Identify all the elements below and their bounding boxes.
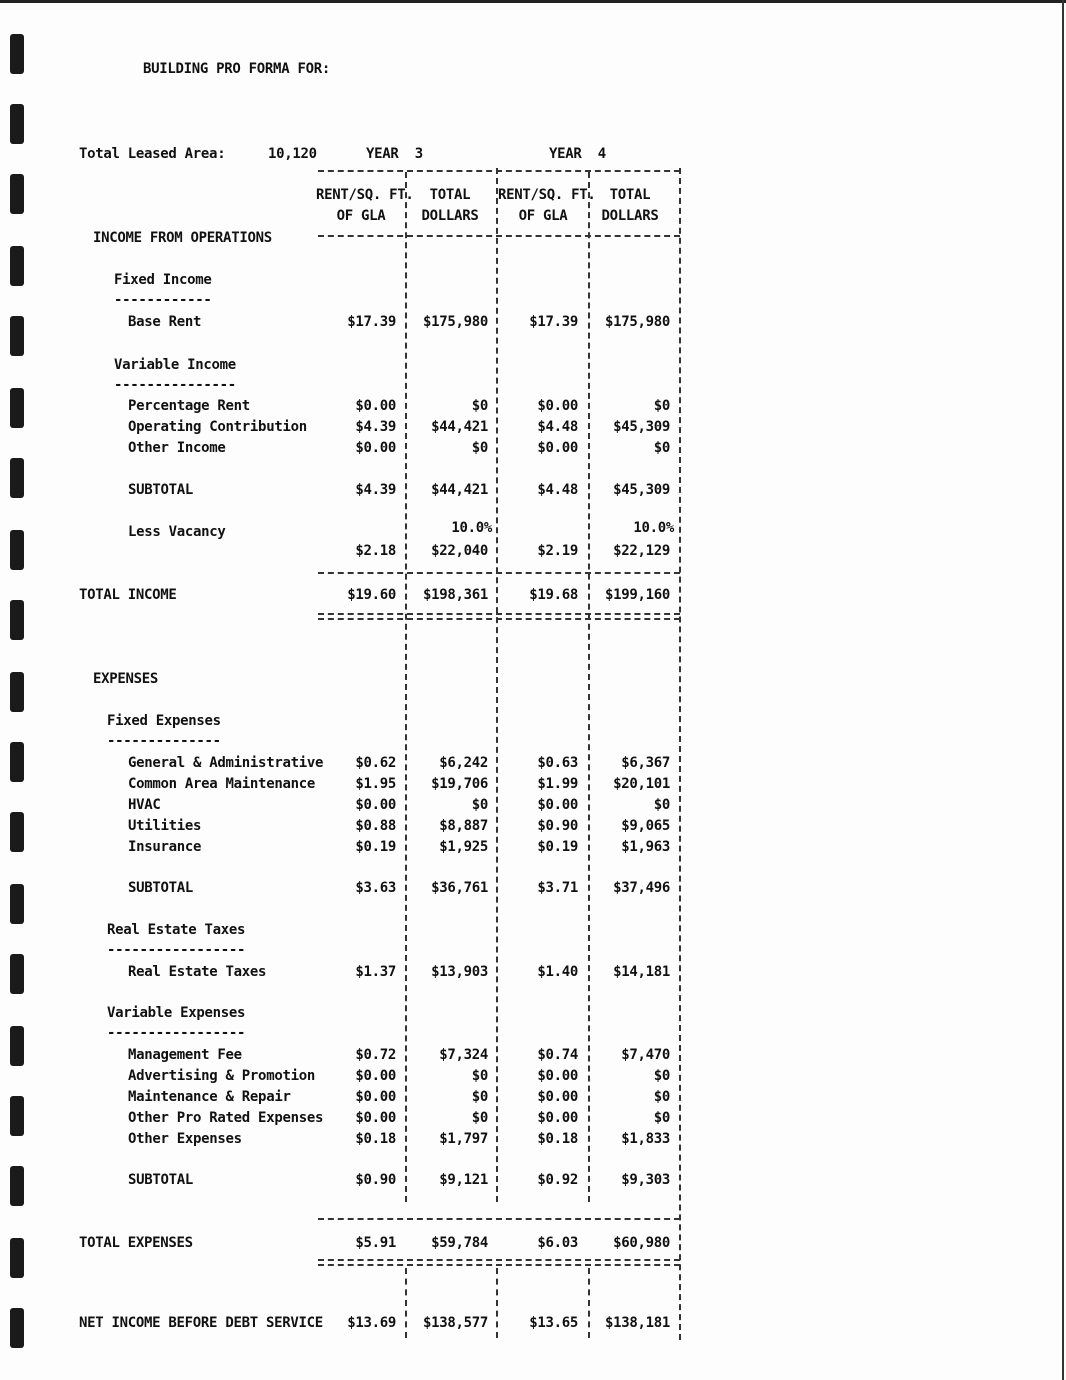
- y3-total-value: $198,361: [422, 587, 488, 603]
- section-underline: ------------: [114, 292, 212, 308]
- section-underline: ---------------: [114, 377, 236, 393]
- y3-total-value: $13,903: [431, 964, 488, 980]
- y4-total-value: $6,367: [621, 755, 670, 771]
- y4-total-value: $0: [653, 440, 670, 456]
- y3-total-value: $9,121: [439, 1172, 488, 1188]
- y3-rent-value: $0.72: [355, 1047, 396, 1063]
- rule-before-total-expenses: [318, 1218, 680, 1220]
- row-label: Less Vacancy: [128, 524, 226, 540]
- y3-rent-value: $0.00: [355, 1068, 396, 1084]
- y4-total-value: $138,181: [604, 1315, 670, 1331]
- leased-area-value: 10,120: [268, 146, 317, 162]
- year-4-heading: YEAR 4: [549, 146, 606, 162]
- y3-total-value: $19,706: [431, 776, 488, 792]
- y4-total-value: $0: [653, 398, 670, 414]
- row-label: Advertising & Promotion: [128, 1068, 315, 1084]
- section-fixed-expenses: Fixed Expenses: [107, 713, 221, 729]
- y3-total-value: $8,887: [439, 818, 488, 834]
- y4-total-value: $37,496: [613, 880, 670, 896]
- y4-total-value: $14,181: [613, 964, 670, 980]
- col-header-total-y3-line2: DOLLARS: [421, 208, 479, 224]
- section-variable-expenses: Variable Expenses: [107, 1005, 246, 1021]
- y3-rent-value: $4.39: [355, 482, 396, 498]
- rule-top: [318, 170, 680, 172]
- col-header-rent-y3-line2: OF GLA: [336, 208, 386, 224]
- y4-rent-value: $0.00: [537, 797, 578, 813]
- y3-total-value: $0: [471, 1089, 488, 1105]
- rule-double-total-income: [318, 613, 680, 620]
- y4-total-value: $22,129: [613, 543, 670, 559]
- y3-total-value: $138,577: [422, 1315, 488, 1331]
- row-label: Other Income: [128, 440, 226, 456]
- y3-rent-value: $0.00: [355, 1089, 396, 1105]
- punch-hole: [10, 954, 24, 994]
- section-variable-income: Variable Income: [114, 357, 236, 373]
- col-header-total-y3: TOTAL: [429, 187, 471, 203]
- y3-rent-value: $0.00: [355, 797, 396, 813]
- row-label: SUBTOTAL: [128, 482, 194, 498]
- y4-total-value: $45,309: [613, 482, 670, 498]
- y3-total-value: $7,324: [439, 1047, 488, 1063]
- y4-total-value: $7,470: [621, 1047, 670, 1063]
- y3-total-value: $44,421: [431, 419, 488, 435]
- y3-total-value: $44,421: [431, 482, 488, 498]
- y4-total-value: $0: [653, 1068, 670, 1084]
- punch-hole: [10, 458, 24, 498]
- row-label: Management Fee: [128, 1047, 242, 1063]
- section-income-from-operations: INCOME FROM OPERATIONS: [93, 230, 272, 246]
- y4-rent-value: $4.48: [537, 482, 578, 498]
- punch-hole: [10, 742, 24, 782]
- y3-total-value: $0: [471, 797, 488, 813]
- row-label: HVAC: [128, 797, 161, 813]
- section-real-estate-taxes: Real Estate Taxes: [107, 922, 246, 938]
- row-label: Utilities: [128, 818, 202, 834]
- y3-rent-value: $0.00: [355, 398, 396, 414]
- y4-rent-value: $0.00: [537, 398, 578, 414]
- y4-rent-value: $0.19: [537, 839, 578, 855]
- page-right-edge: [1062, 0, 1064, 1380]
- y3-rent-value: $13.69: [347, 1315, 396, 1331]
- y4-rent-value: $0.00: [537, 1089, 578, 1105]
- y4-rent-value: $0.18: [537, 1131, 578, 1147]
- punch-hole: [10, 388, 24, 428]
- y3-total-value: $1,925: [439, 839, 488, 855]
- row-label: Common Area Maintenance: [128, 776, 315, 792]
- punch-hole: [10, 672, 24, 712]
- rule-before-total-income: [318, 572, 680, 574]
- row-label: Percentage Rent: [128, 398, 250, 414]
- punch-hole: [10, 600, 24, 640]
- y4-rent-value: $3.71: [537, 880, 578, 896]
- y4-rent-value: $0.00: [537, 1110, 578, 1126]
- y4-total-value: $0: [653, 1110, 670, 1126]
- y4-rent-value: $19.68: [529, 587, 578, 603]
- col-header-rent-y4: RENT/SQ. FT.: [498, 187, 596, 203]
- y4-rent-value: $1.40: [537, 964, 578, 980]
- y4-rent-value: $0.00: [537, 1068, 578, 1084]
- y4-rent-value: $2.19: [537, 543, 578, 559]
- table-right-border: [679, 168, 681, 1340]
- row-label: Insurance: [128, 839, 202, 855]
- punch-hole: [10, 246, 24, 286]
- y4-total-value: $0: [653, 1089, 670, 1105]
- y4-rent-value: $0.63: [537, 755, 578, 771]
- y4-total-value: 10.0%: [633, 520, 674, 536]
- col-header-rent-y4-line2: OF GLA: [518, 208, 568, 224]
- y4-rent-value: $0.90: [537, 818, 578, 834]
- section-fixed-income: Fixed Income: [114, 272, 212, 288]
- y4-total-value: $1,963: [621, 839, 670, 855]
- punch-hole: [10, 812, 24, 852]
- y4-rent-value: $6.03: [537, 1235, 578, 1251]
- y4-total-value: $175,980: [604, 314, 670, 330]
- y4-total-value: $60,980: [613, 1235, 670, 1251]
- row-label: Operating Contribution: [128, 419, 307, 435]
- y4-rent-value: $1.99: [537, 776, 578, 792]
- punch-hole: [10, 1238, 24, 1278]
- y3-total-value: $0: [471, 440, 488, 456]
- row-label: General & Administrative: [128, 755, 324, 771]
- punch-hole: [10, 316, 24, 356]
- leased-area-label: Total Leased Area:: [79, 146, 226, 162]
- y3-rent-value: $19.60: [347, 587, 396, 603]
- punch-hole: [10, 1096, 24, 1136]
- y3-rent-value: $0.62: [355, 755, 396, 771]
- col-header-total-y4-line2: DOLLARS: [601, 208, 659, 224]
- row-label: Other Expenses: [128, 1131, 242, 1147]
- row-label: TOTAL EXPENSES: [79, 1235, 193, 1251]
- page-top-edge: [0, 0, 1066, 3]
- y4-rent-value: $0.74: [537, 1047, 578, 1063]
- y3-total-value: 10.0%: [451, 520, 492, 536]
- row-label: TOTAL INCOME: [79, 587, 177, 603]
- y3-rent-value: $3.63: [355, 880, 396, 896]
- y3-total-value: $59,784: [431, 1235, 488, 1251]
- rule-header-bottom: [318, 235, 680, 237]
- punch-hole: [10, 884, 24, 924]
- row-label: NET INCOME BEFORE DEBT SERVICE: [79, 1315, 323, 1331]
- y4-total-value: $1,833: [621, 1131, 670, 1147]
- y3-rent-value: $1.37: [355, 964, 396, 980]
- y3-total-value: $6,242: [439, 755, 488, 771]
- col-header-total-y4: TOTAL: [609, 187, 651, 203]
- y4-total-value: $199,160: [604, 587, 670, 603]
- y4-rent-value: $17.39: [529, 314, 578, 330]
- row-label: Base Rent: [128, 314, 202, 330]
- punch-hole: [10, 34, 24, 74]
- y3-total-value: $36,761: [431, 880, 488, 896]
- y4-total-value: $45,309: [613, 419, 670, 435]
- year-3-heading: YEAR 3: [366, 146, 423, 162]
- y4-rent-value: $13.65: [529, 1315, 578, 1331]
- section-underline: --------------: [107, 733, 221, 749]
- y4-total-value: $9,065: [621, 818, 670, 834]
- y4-rent-value: $0.00: [537, 440, 578, 456]
- y4-total-value: $9,303: [621, 1172, 670, 1188]
- punch-hole: [10, 530, 24, 570]
- punch-hole: [10, 174, 24, 214]
- y3-rent-value: $1.95: [355, 776, 396, 792]
- y3-total-value: $0: [471, 398, 488, 414]
- y3-total-value: $0: [471, 1110, 488, 1126]
- y4-rent-value: $0.92: [537, 1172, 578, 1188]
- y4-total-value: $20,101: [613, 776, 670, 792]
- col-header-rent-y3: RENT/SQ. FT.: [316, 187, 414, 203]
- punch-hole: [10, 104, 24, 144]
- y3-rent-value: $0.00: [355, 440, 396, 456]
- punch-hole: [10, 1308, 24, 1348]
- section-expenses: EXPENSES: [93, 671, 159, 687]
- y3-total-value: $0: [471, 1068, 488, 1084]
- y3-rent-value: $0.88: [355, 818, 396, 834]
- y3-total-value: $22,040: [431, 543, 488, 559]
- punch-hole: [10, 1026, 24, 1066]
- y3-rent-value: $0.90: [355, 1172, 396, 1188]
- y3-rent-value: $0.00: [355, 1110, 396, 1126]
- y3-rent-value: $17.39: [347, 314, 396, 330]
- y3-rent-value: $4.39: [355, 419, 396, 435]
- y3-rent-value: $0.19: [355, 839, 396, 855]
- y4-rent-value: $4.48: [537, 419, 578, 435]
- row-label: Real Estate Taxes: [128, 964, 267, 980]
- y3-total-value: $1,797: [439, 1131, 488, 1147]
- rule-double-total-expenses: [318, 1259, 680, 1266]
- y3-rent-value: $5.91: [355, 1235, 396, 1251]
- document-title: BUILDING PRO FORMA FOR:: [143, 61, 330, 77]
- section-underline: -----------------: [107, 1025, 246, 1041]
- section-underline: -----------------: [107, 942, 246, 958]
- punch-hole: [10, 1166, 24, 1206]
- row-label: Other Pro Rated Expenses: [128, 1110, 324, 1126]
- row-label: SUBTOTAL: [128, 1172, 194, 1188]
- y4-total-value: $0: [653, 797, 670, 813]
- y3-rent-value: $0.18: [355, 1131, 396, 1147]
- y3-total-value: $175,980: [422, 314, 488, 330]
- y3-rent-value: $2.18: [355, 543, 396, 559]
- row-label: SUBTOTAL: [128, 880, 194, 896]
- row-label: Maintenance & Repair: [128, 1089, 291, 1105]
